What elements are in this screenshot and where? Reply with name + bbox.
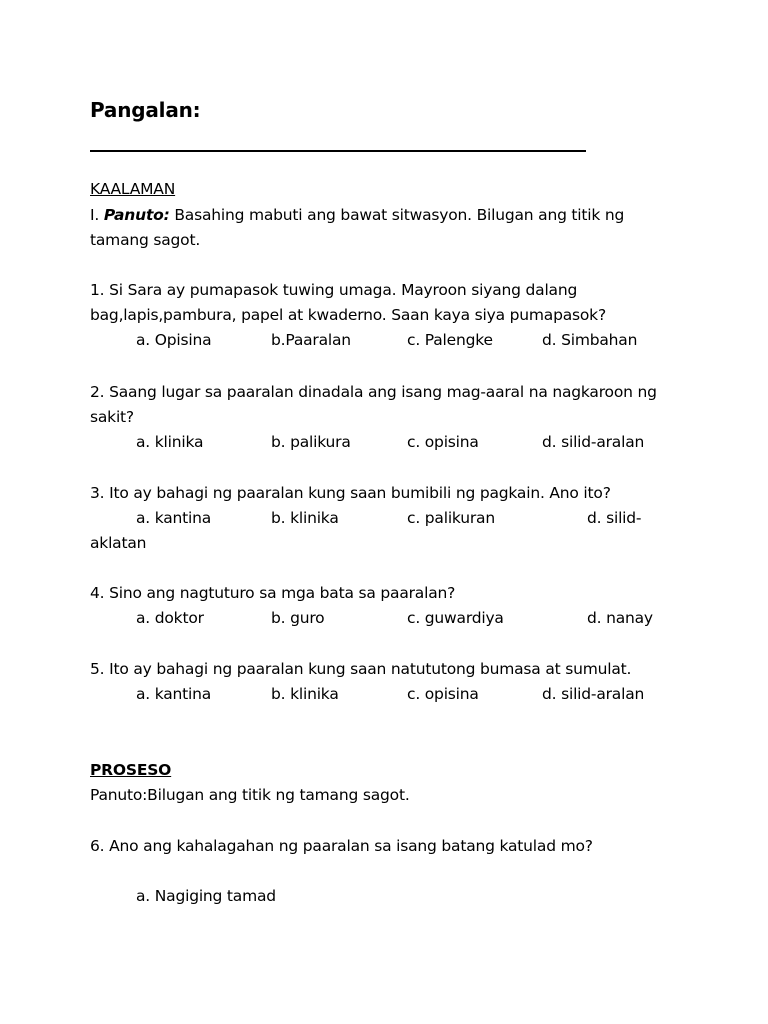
question-2-option-b: b. palikura <box>271 433 351 451</box>
question-2-line-1: 2. Saang lugar sa paaralan dinadala ang isang mag-aaral na nagkaroon ng <box>90 383 657 401</box>
question-4-option-a: a. doktor <box>136 609 204 627</box>
question-1-option-a: a. Opisina <box>136 331 212 349</box>
question-5-line-1: 5. Ito ay bahagi ng paaralan kung saan natututong bumasa at sumulat. <box>90 660 632 678</box>
question-5-option-a: a. kantina <box>136 685 212 703</box>
section-numeral: I. <box>90 206 100 224</box>
instruction-line-1 <box>90 206 624 224</box>
name-label: Pangalan: <box>90 98 201 122</box>
question-1-line-2: bag,lapis,pambura, papel at kwaderno. Saan kaya siya pumapasok? <box>90 306 606 324</box>
section-2-instruction: Panuto:Bilugan ang titik ng tamang sagot. <box>90 786 410 804</box>
name-blank-line <box>90 150 586 152</box>
question-2-line-2: sakit? <box>90 408 134 426</box>
instruction-label: Panuto: <box>103 206 170 224</box>
question-4-option-c: c. guwardiya <box>407 609 504 627</box>
question-4-option-b: b. guro <box>271 609 325 627</box>
question-5-option-c: c. opisina <box>407 685 479 703</box>
question-2-option-c: c. opisina <box>407 433 479 451</box>
question-3-line-1: 3. Ito ay bahagi ng paaralan kung saan bumibili ng pagkain. Ano ito? <box>90 484 611 502</box>
question-5-option-b: b. klinika <box>271 685 339 703</box>
question-2-option-d: d. silid-aralan <box>542 433 645 451</box>
section-heading-proseso: PROSESO <box>90 761 172 779</box>
instruction-line-2: tamang sagot. <box>90 231 201 249</box>
question-3-option-b: b. klinika <box>271 509 339 527</box>
question-1-option-d: d. Simbahan <box>542 331 638 349</box>
question-5-option-d: d. silid-aralan <box>542 685 645 703</box>
question-6-line-1: 6. Ano ang kahalagahan ng paaralan sa isang batang katulad mo? <box>90 837 593 855</box>
question-3-option-d: d. silid- <box>587 509 642 527</box>
question-3-option-a: a. kantina <box>136 509 212 527</box>
question-4-line-1: 4. Sino ang nagtuturo sa mga bata sa paaralan? <box>90 584 456 602</box>
question-1-option-b: b.Paaralan <box>271 331 351 349</box>
question-3-continuation: aklatan <box>90 534 147 552</box>
question-6-option-a: a. Nagiging tamad <box>136 887 276 905</box>
question-4-option-d: d. nanay <box>587 609 653 627</box>
question-2-option-a: a. klinika <box>136 433 204 451</box>
question-3-option-c: c. palikuran <box>407 509 495 527</box>
section-heading-kaalaman: KAALAMAN <box>90 180 176 198</box>
question-1-line-1: 1. Si Sara ay pumapasok tuwing umaga. Mayroon siyang dalang <box>90 281 578 299</box>
question-1-option-c: c. Palengke <box>407 331 493 349</box>
instruction-text: Basahing mabuti ang bawat sitwasyon. Bilugan ang titik ng <box>174 206 625 224</box>
